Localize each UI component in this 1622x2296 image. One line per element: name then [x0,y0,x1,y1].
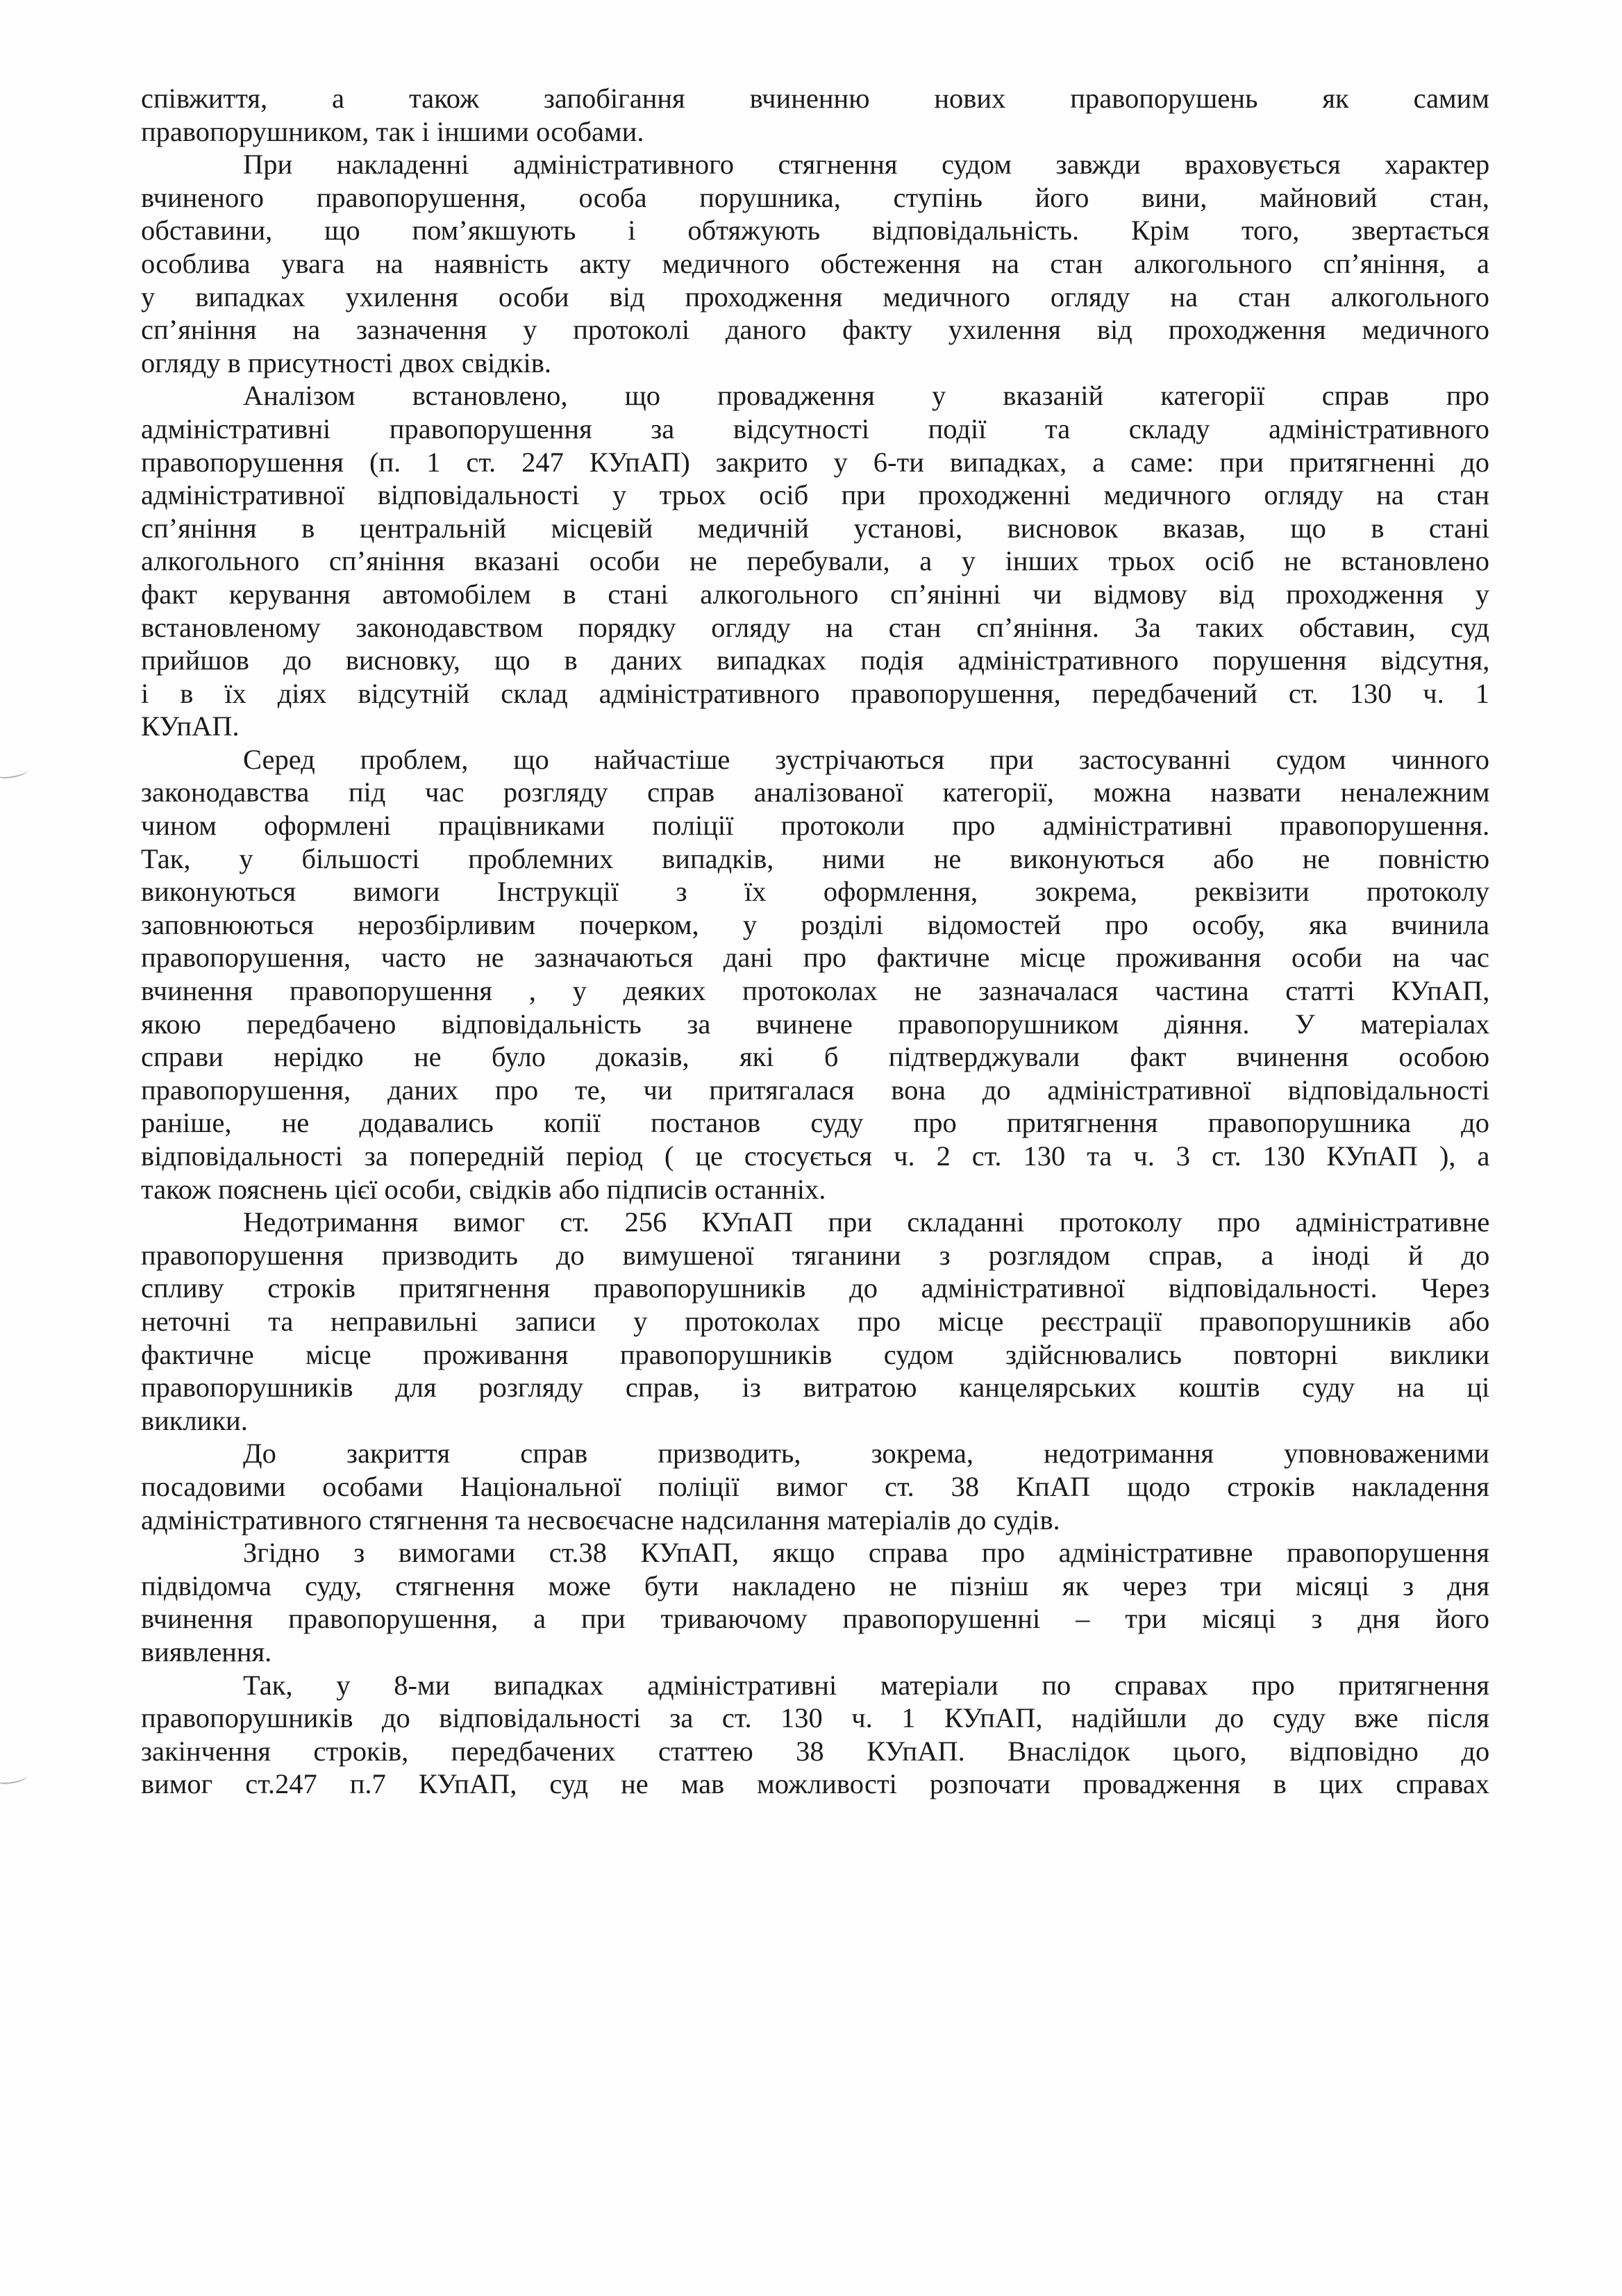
text-line: фактичне місце проживання правопорушників судом здійснювались повторні виклики [141,1338,1490,1370]
text-line: і в їх діях відсутній склад адміністративного правопорушення, передбачений ст. 130 ч. 1 [141,677,1489,709]
text-line: справи нерідко не було доказів, які б підтверджували факт вчинення особою [141,1041,1490,1073]
text-line: встановленому законодавством порядку огляду на стан сп’яніння. За таких обставин, суд [141,611,1489,643]
text-line: правопорушником, так і іншими особами. [141,115,644,147]
text-line: спливу строків притягнення правопорушників до адміністративної відповідальності. Через [141,1272,1490,1304]
paragraph [141,1669,1489,1801]
text-line: законодавства під час розгляду справ аналізованої категорії, можна назвати неналежним [141,776,1490,808]
text-line: підвідомча суду, стягнення може бути накладено не пізніш як через три місяці з дня [141,1570,1490,1602]
text-line: Аналізом встановлено, що провадження у вказаній категорії справ про [243,380,1489,412]
text-line: неточні та неправильні записи у протоколах про місце реєстрації правопорушників або [141,1305,1490,1337]
text-line: також пояснень цієї особи, свідків або підписів останніх. [141,1173,826,1205]
text-line: Недотримання вимог ст. 256 КУпАП при складанні протоколу про адміністративне [243,1206,1490,1238]
text-line: обставини, що пом’якшують і обтяжують відповідальність. Крім того, звертається [141,215,1490,247]
text-line: у випадках ухилення особи від проходження медичного огляду на стан алкогольного [141,281,1489,313]
text-line: виконуються вимоги Інструкції з їх оформлення, зокрема, реквізити протоколу [141,876,1489,908]
text-line: чином оформлені працівниками поліції протоколи про адміністративні правопорушення. [141,810,1490,842]
paragraph [141,379,1489,743]
paragraph [141,743,1489,1206]
text-line: правопорушення, даних про те, чи притягалася вона до адміністративної відповідальності [141,1074,1490,1106]
text-line: виклики. [141,1404,248,1436]
text-line: правопорушення (п. 1 ст. 247 КУпАП) закрито у 6-ти випадках, а саме: при притягненні до [141,446,1489,478]
text-line: прийшов до висновку, що в даних випадках подія адміністративного порушення відсутня, [141,644,1490,676]
text-line: огляду в присутності двох свідків. [141,347,552,378]
text-line: заповнюються нерозбірливим почерком, у розділі відомостей про особу, яка вчинила [141,908,1489,940]
text-line: раніше, не додавались копії постанов суду про притягнення правопорушника до [141,1107,1490,1139]
paragraph [141,1536,1489,1668]
text-line: Згідно з вимогами ст.38 КУпАП, якщо справа про адміністративне правопорушення [243,1537,1489,1569]
text-line: Так, у більшості проблемних випадків, ними не виконуються або не повністю [141,842,1490,874]
text-line: правопорушників для розгляду справ, із витратою канцелярських коштів суду на ці [141,1372,1490,1404]
text-line: відповідальності за попередній період ( це стосується ч. 2 ст. 130 та ч. 3 ст. 130 КУпАП ), а [141,1140,1490,1172]
text-line: адміністративної відповідальності у трьох осіб при проходженні медичного огляду на стан [141,479,1489,511]
hole-punch-mark [0,1771,28,1786]
hole-punch-mark [0,765,28,780]
text-line: вчинення правопорушення, а при триваючому правопорушенні – три місяці з дня його [141,1603,1489,1635]
paragraph [141,148,1489,379]
text-line: Так, у 8-ми випадках адміністративні матеріали по справах про притягнення [243,1669,1489,1701]
text-line: вчиненого правопорушення, особа порушника, ступінь його вини, майновий стан, [141,181,1489,213]
paragraph [141,82,1489,148]
document-body [141,82,1489,1801]
text-line: сп’яніння в центральній місцевій медичній установі, висновок вказав, що в стані [141,512,1489,544]
text-line: До закриття справ призводить, зокрема, недотримання уповноваженими [243,1438,1489,1470]
text-line: якою передбачено відповідальність за вчинене правопорушником діяння. У матеріалах [141,1008,1490,1040]
text-line: При накладенні адміністративного стягнення судом завжди враховується характер [243,149,1490,181]
text-line: правопорушення, часто не зазначаються дані про фактичне місце проживання особи на час [141,942,1489,974]
text-line: КУпАП. [141,710,240,742]
text-line: вимог ст.247 п.7 КУпАП, суд не мав можливості розпочати провадження в цих справах [141,1768,1489,1800]
text-line: закінчення строків, передбачених статтею 38 КУпАП. Внаслідок цього, відповідно до [141,1735,1490,1767]
text-line: співжиття, а також запобігання вчиненню нових правопорушень як самим [141,83,1489,114]
text-line: факт керування автомобілем в стані алкогольного сп’янінні чи відмову від проходження у [141,578,1489,610]
text-line: правопорушників до відповідальності за ст. 130 ч. 1 КУпАП, надійшли до суду вже після [141,1702,1489,1734]
text-line: вчинення правопорушення , у деяких протоколах не зазначалася частина статті КУпАП, [141,975,1490,1007]
paragraph [141,1206,1489,1437]
text-line: правопорушення призводить до вимушеної тяганини з розглядом справ, а іноді й до [141,1239,1490,1271]
text-line: адміністративного стягнення та несвоєчасне надсилання матеріалів до судів. [141,1504,1060,1536]
text-line: сп’яніння на зазначення у протоколі даного факту ухилення від проходження медичного [141,314,1489,346]
text-line: особлива увага на наявність акту медичного обстеження на стан алкогольного сп’яніння, а [141,247,1489,279]
text-line: алкогольного сп’яніння вказані особи не перебували, а у інших трьох осіб не встановлено [141,545,1490,577]
paragraph [141,1437,1489,1536]
text-line: посадовими особами Національної поліції вимог ст. 38 КпАП щодо строків накладення [141,1470,1489,1502]
text-line: виявлення. [141,1636,272,1667]
text-line: Серед проблем, що найчастіше зустрічаються при застосуванні судом чинного [243,743,1489,775]
text-line: адміністративні правопорушення за відсутності події та складу адміністративного [141,413,1490,444]
